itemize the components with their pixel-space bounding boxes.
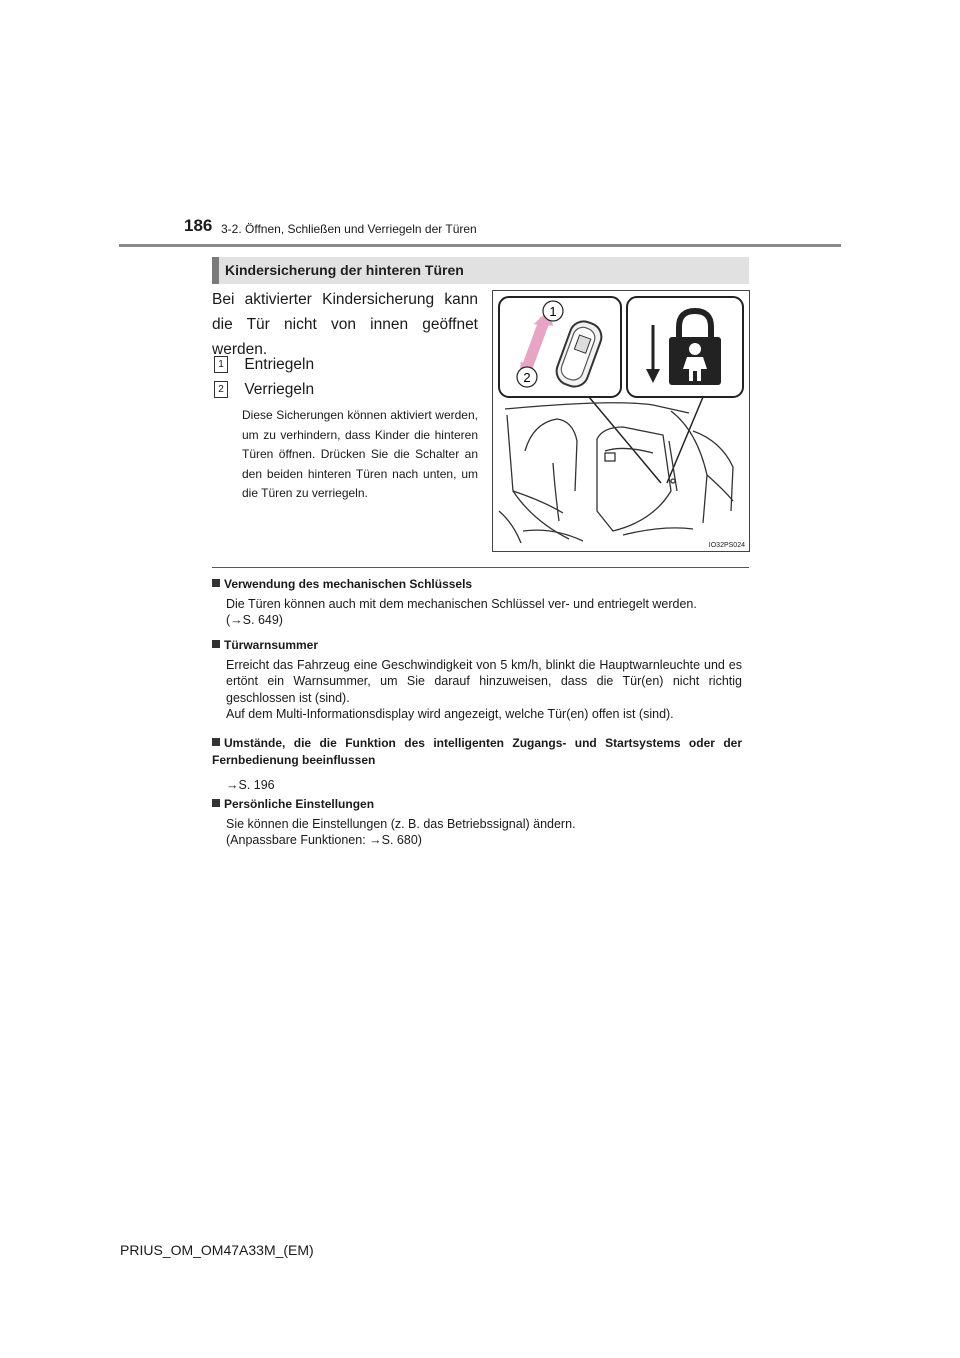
- item-label: Entriegeln: [244, 356, 315, 373]
- note-title: Umstände, die die Funktion des intelligenten Zugangs- und Startsystems oder der Fernbedienung beeinflussen: [212, 736, 742, 767]
- description-text: Diese Sicherungen können aktiviert werden, um zu verhindern, dass Kinder die hinteren Türen öffnen. Drücken Sie die Schalter an den beiden hinteren Türen nach unten, um die Türen zu verriegeln.: [242, 408, 478, 500]
- child-lock-drawing: [493, 291, 749, 551]
- note-text: Sie können die Einstellungen (z. B. das Betriebssignal) ändern.: [226, 816, 576, 831]
- callout-1: 1: [549, 304, 557, 319]
- note-item: [212, 735, 742, 794]
- item-number-badge: 2: [214, 381, 228, 398]
- intro-text: Bei aktivierter Kindersicherung kann die Tür nicht von innen geöffnet werden.: [212, 291, 478, 358]
- bullet-square-icon: [212, 579, 220, 587]
- note-text: (Anpassbare Funktionen: →S. 680): [226, 833, 422, 847]
- note-item: [212, 576, 742, 629]
- item-label: Verriegeln: [244, 381, 315, 398]
- figure-code: IO32PS024: [708, 542, 745, 549]
- note-text: Erreicht das Fahrzeug eine Geschwindigkeit von 5 km/h, blinkt die Hauptwarnleuchte und es ertönt ein Warnsummer, um Sie darauf hinzuweisen, dass die Tür(en) nicht richtig geschlossen ist (sind).: [226, 657, 742, 705]
- bullet-square-icon: [212, 799, 220, 807]
- chapter-title: 3-2. Öffnen, Schließen und Verriegeln der Türen: [221, 222, 477, 236]
- list-item: [214, 381, 314, 399]
- note-text: Auf dem Multi-Informationsdisplay wird angezeigt, welche Tür(en) offen ist (sind).: [226, 707, 674, 721]
- list-item: [214, 356, 314, 374]
- page-number: 186: [184, 216, 213, 235]
- note-title: Persönliche Einstellungen: [224, 797, 375, 811]
- bullet-square-icon: [212, 640, 220, 648]
- note-item: [212, 637, 742, 723]
- note-text: →S. 196: [226, 778, 275, 792]
- bullet-square-icon: [212, 738, 220, 746]
- child-lock-illustration: [492, 290, 750, 552]
- note-title: Türwarnsummer: [224, 638, 319, 652]
- note-title: Verwendung des mechanischen Schlüssels: [224, 577, 473, 591]
- section-divider: [212, 567, 749, 568]
- note-text: (→S. 649): [226, 613, 283, 627]
- callout-2: 2: [523, 370, 531, 385]
- header-divider: [119, 244, 841, 247]
- note-text: Die Türen können auch mit dem mechanischen Schlüssel ver- und entriegelt werden.: [226, 596, 697, 611]
- document-id: PRIUS_OM_OM47A33M_(EM): [120, 1242, 314, 1258]
- item-number-badge: 1: [214, 356, 228, 373]
- note-item: [212, 796, 742, 849]
- section-title: Kindersicherung der hinteren Türen: [225, 262, 464, 278]
